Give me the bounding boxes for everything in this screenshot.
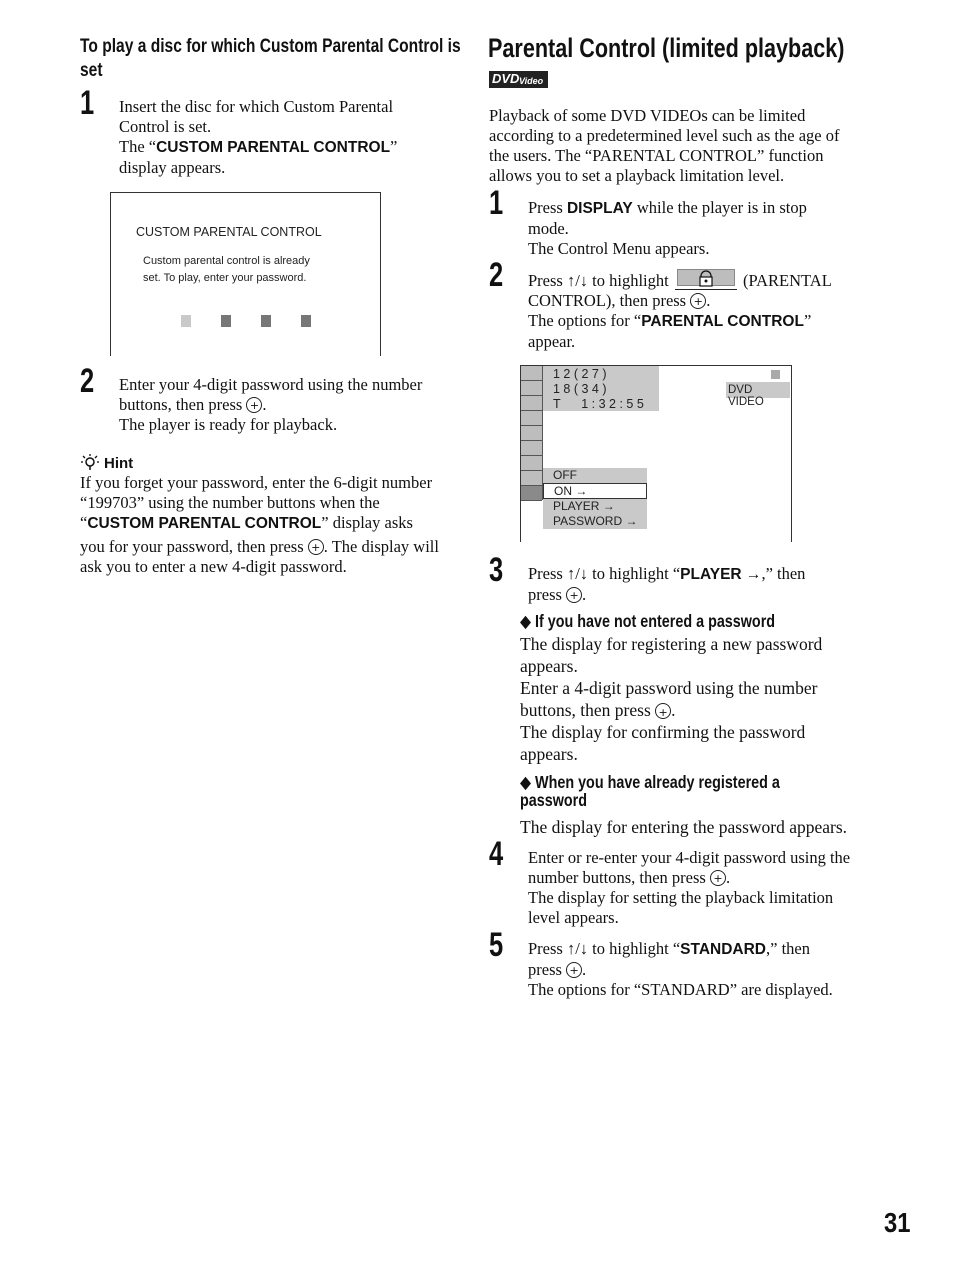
right-step3-line1-end: ,” then [761, 564, 806, 583]
dvd-video-badge [489, 71, 548, 88]
right-step1-line3: The Control Menu appears. [528, 239, 710, 258]
quote-close: ” [390, 137, 398, 156]
left-step2-number: 2 [80, 362, 95, 400]
period: . [582, 585, 587, 604]
lightbulb-icon [80, 453, 100, 471]
right-step4-line1: Enter or re-enter your 4-digit password using the [528, 848, 851, 867]
sub2-heading [520, 771, 837, 811]
left-step1-number: 1 [80, 84, 95, 122]
sub1-line: appears. [520, 656, 578, 676]
player-label: PLAYER → [680, 566, 762, 583]
page-number-text: 31 [884, 1207, 911, 1238]
right-step2-line1-end: (PARENTAL [742, 271, 832, 290]
menu-icon-slot [521, 426, 542, 441]
period: . [706, 291, 711, 310]
hint-header [80, 453, 133, 473]
enter-button-icon [566, 587, 582, 603]
menu-icon-slot [521, 471, 542, 486]
quote-open: “ [80, 513, 88, 532]
right-step3-line2 [528, 585, 888, 605]
custom-parental-control-label: CUSTOM PARENTAL CONTROL [87, 515, 322, 532]
hint-text [80, 473, 470, 577]
parental-options-list [543, 468, 647, 529]
press-text: press [528, 585, 562, 604]
right-step3-line1-text: Press ↑/↓ to highlight “ [528, 564, 681, 583]
right-step2-line2 [528, 291, 888, 311]
page-title [488, 32, 934, 64]
right-step4-line3: The display for setting the playback limitation [528, 888, 834, 907]
sub1-heading [520, 610, 831, 632]
sub1-line: The display for confirming the password [520, 722, 806, 742]
hint-line2: “199703” using the number buttons when the [80, 493, 380, 512]
menu-icon-slot [521, 396, 542, 411]
sub1-line: appears. [520, 744, 578, 764]
quote-close: ” [803, 311, 812, 330]
display-button-label: DISPLAY [566, 200, 633, 217]
sub1-press-text: buttons, then press [520, 700, 651, 720]
enter-button-icon [308, 539, 324, 555]
diamond-bullet-icon: ◆ [520, 611, 536, 631]
right-step1-number: 1 [489, 184, 504, 222]
control-menu-screen [520, 365, 792, 542]
enter-button-icon [246, 397, 262, 413]
right-step5-line3: The options for “STANDARD” are displayed. [528, 980, 833, 999]
badge-dvd: DVD [492, 71, 520, 86]
right-step2-line3 [528, 311, 888, 332]
diamond-bullet-icon: ◆ [520, 772, 536, 792]
hint-line4 [80, 537, 470, 557]
option-on[interactable]: ON → [543, 483, 647, 499]
quote-open: The “ [119, 137, 157, 156]
password-digit-4 [301, 315, 311, 327]
right-step1-line2: mode. [528, 219, 569, 238]
hint-line3-end: ” display asks [321, 513, 413, 532]
right-step3-text [528, 564, 888, 605]
standard-label: STANDARD [680, 941, 766, 958]
left-step1-line2 [119, 137, 439, 158]
intro-line: according to a predetermined level such as the age of [489, 126, 840, 145]
stop-indicator-icon [771, 370, 780, 379]
sub1-title: If you have not entered a password [535, 611, 776, 631]
sub1-line: Enter a 4-digit password using the number [520, 678, 818, 698]
intro-line: the users. The “PARENTAL CONTROL” function [489, 146, 824, 165]
password-digit-1 [181, 315, 191, 327]
sub2-title-1: When you have already registered a [535, 772, 780, 792]
period: . [582, 960, 587, 979]
left-step2-line2 [119, 395, 459, 415]
disc-type-label: DVD VIDEO [728, 384, 764, 408]
right-step1-line1-end: while the player is in stop [632, 198, 807, 217]
section-title [80, 35, 470, 83]
left-step1-line3: display appears. [119, 158, 226, 177]
enter-button-icon [566, 962, 582, 978]
hint-line5: ask you to enter a new 4-digit password. [80, 557, 347, 576]
left-step2-line1: Enter your 4-digit password using the number [119, 375, 423, 394]
right-step5-line1 [528, 939, 908, 960]
right-step2-line2-text: CONTROL), then press [528, 291, 687, 310]
right-step4-line2-text: number buttons, then press [528, 868, 706, 887]
sub2-body: The display for entering the password appears. [520, 817, 848, 837]
period: . [262, 395, 267, 414]
enter-button-icon [655, 703, 671, 719]
badge-video: Video [519, 76, 544, 86]
hint-label: Hint [104, 455, 134, 472]
enter-button-icon [710, 870, 726, 886]
menu-icon-slot [521, 381, 542, 396]
sub1-line: The display for registering a new password [520, 634, 823, 654]
sub1-press-line [520, 699, 890, 721]
period: . [725, 868, 731, 887]
custom-parental-control-screen [110, 192, 381, 356]
page-number [884, 1208, 915, 1238]
chapter-info: 1 8 ( 3 4 ) [553, 382, 607, 396]
intro-paragraph [489, 106, 889, 186]
right-step2-line3-text: The options for “ [528, 311, 642, 330]
menu-icon-slot [521, 411, 542, 426]
section-title-text: To play a disc for which Custom Parental Control is set [80, 36, 461, 81]
right-step1-text [528, 198, 888, 259]
left-step1-line1: Insert the disc for which Custom Parental Control is set. [119, 97, 394, 136]
menu-icon-slot [521, 456, 542, 471]
password-digit-3 [261, 315, 271, 327]
intro-line: allows you to set a playback limitation level. [489, 166, 785, 185]
parental-control-label: PARENTAL CONTROL [641, 313, 804, 330]
right-step4-text [528, 848, 908, 928]
press-text: Press [528, 198, 567, 217]
right-step5-line1-text: Press ↑/↓ to highlight “ [528, 939, 681, 958]
option-password[interactable]: PASSWORD → [543, 514, 647, 529]
screen-message-line1: Custom parental control is already [143, 255, 310, 267]
right-step2-line1 [528, 269, 888, 291]
password-digit-2 [221, 315, 231, 327]
hint-line4-end: . The display will [323, 537, 439, 556]
menu-icon-slot [521, 366, 542, 381]
right-step5-number: 5 [489, 926, 504, 964]
left-step2-line2-text: buttons, then press [119, 395, 243, 414]
sub1-body [520, 633, 890, 765]
parental-control-icon [675, 269, 737, 290]
screen-title: CUSTOM PARENTAL CONTROL [136, 225, 322, 239]
menu-icon-column [521, 366, 542, 500]
enter-button-icon [690, 293, 706, 309]
right-step4-line4: level appears. [528, 908, 619, 927]
right-step5-text [528, 939, 908, 1000]
menu-icon-slot [521, 441, 542, 456]
custom-parental-control-label: CUSTOM PARENTAL CONTROL [156, 139, 391, 156]
option-player[interactable]: PLAYER → [543, 499, 647, 514]
right-step3-line1 [528, 564, 888, 585]
right-step3-number: 3 [489, 551, 504, 589]
sub2-title-2: password [520, 790, 587, 810]
right-step2-text [528, 269, 888, 352]
title-info: 1 2 ( 2 7 ) [553, 367, 607, 381]
page-title-text: Parental Control (limited playback) [488, 33, 845, 63]
right-step5-line1-end: ,” then [766, 939, 810, 958]
right-step2-line4: appear. [528, 332, 576, 351]
right-step1-line1 [528, 198, 888, 219]
left-step2-line3: The player is ready for playback. [119, 415, 338, 434]
right-step5-line2 [528, 960, 908, 980]
left-step1-text [119, 97, 439, 178]
press-text: press [528, 960, 562, 979]
right-step2-number: 2 [489, 256, 504, 294]
hint-line3 [80, 513, 470, 534]
sub1-heading-wrap [520, 610, 775, 632]
intro-line: Playback of some DVD VIDEOs can be limited [489, 106, 806, 125]
period: . [671, 700, 676, 720]
left-step2-text [119, 375, 459, 435]
option-off[interactable]: OFF [543, 468, 647, 483]
screen-message-line2: set. To play, enter your password. [143, 272, 307, 284]
menu-icon-slot-selected [521, 486, 542, 501]
hint-line1: If you forget your password, enter the 6-digit number [80, 473, 433, 492]
right-step2-line1-text: Press ↑/↓ to highlight [528, 271, 669, 290]
right-step4-number: 4 [489, 835, 504, 873]
right-step4-line2 [528, 868, 908, 888]
hint-line4-text: you for your password, then press [80, 537, 304, 556]
time-info: T 1 : 3 2 : 5 5 [553, 397, 644, 411]
